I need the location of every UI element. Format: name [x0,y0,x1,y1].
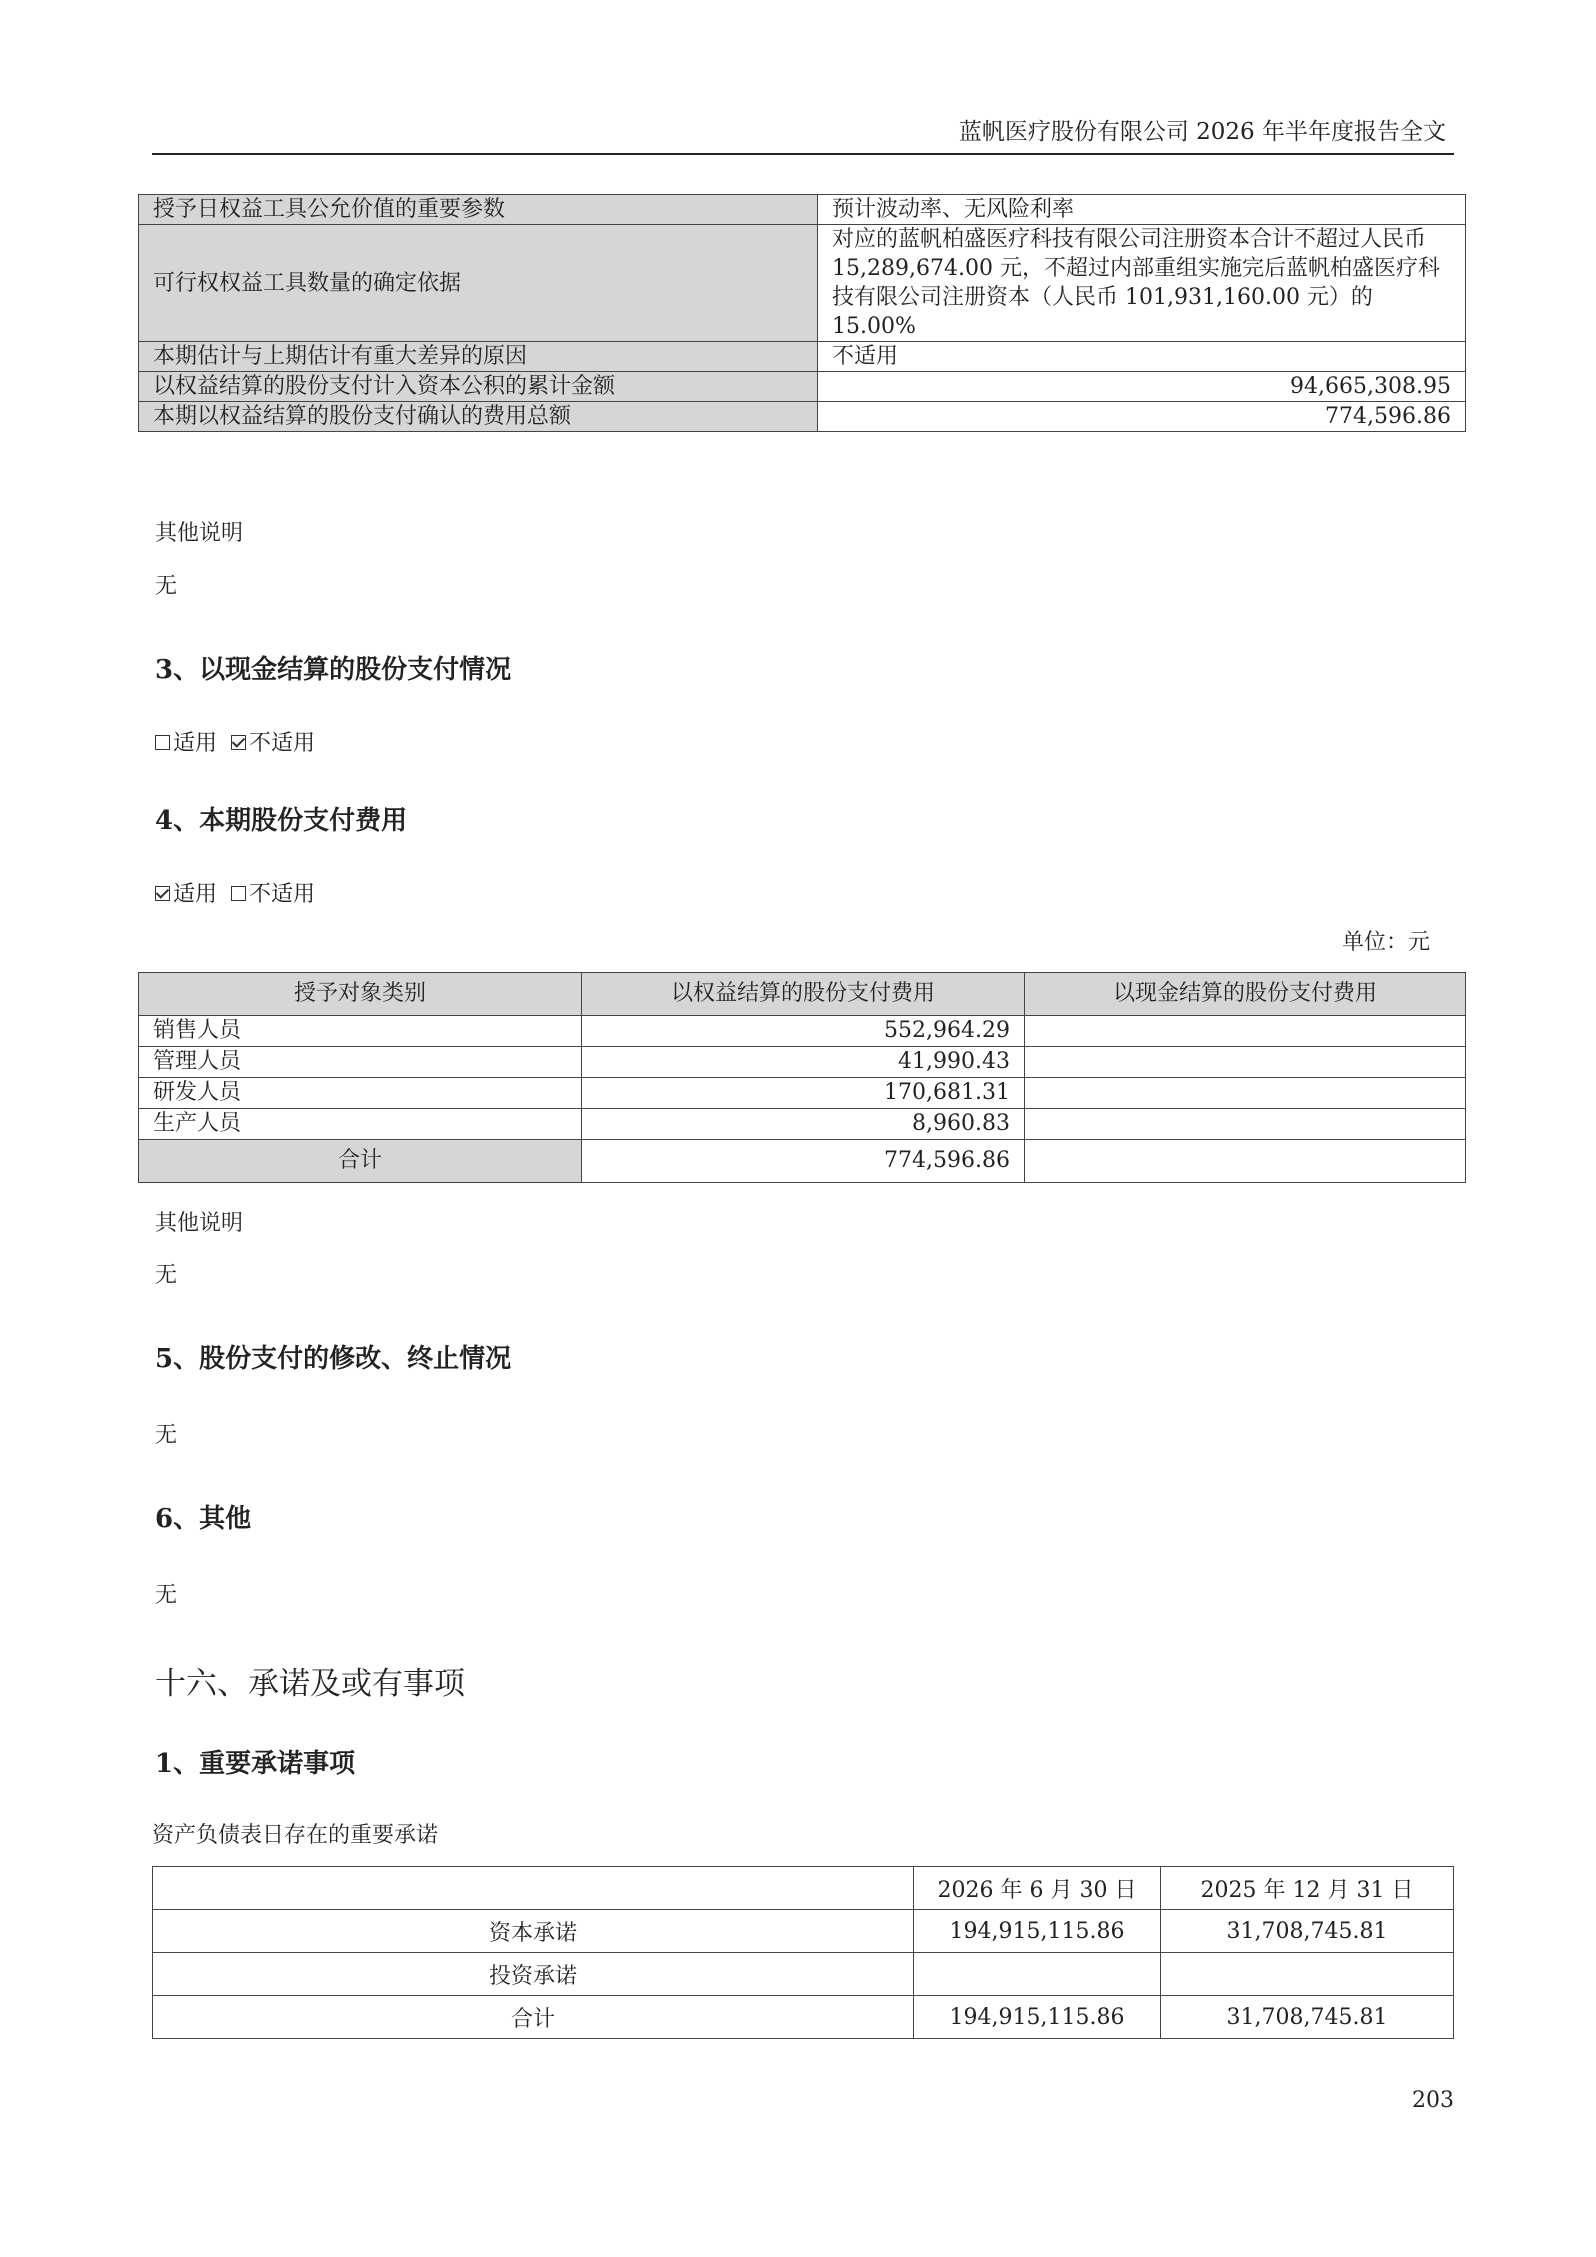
category-cell: 管理人员 [139,1047,582,1078]
commitments-table [152,1866,1454,2039]
column-header: 以权益结算的股份支付费用 [582,973,1025,1016]
table-row [139,372,1466,402]
other-notes-label: 其他说明 [155,1211,244,1236]
checkbox-checked-icon [155,886,170,901]
applicable-option[interactable] [155,726,217,757]
table-row [139,1047,1466,1078]
item-cell: 合计 [153,1996,914,2039]
category-cell: 研发人员 [139,1078,582,1109]
equity-total-cell: 774,596.86 [582,1140,1025,1183]
table-cell-label: 本期以权益结算的股份支付确认的费用总额 [139,402,818,432]
column-header: 授予对象类别 [139,973,582,1016]
category-cell: 销售人员 [139,1016,582,1047]
table-row [139,1016,1466,1047]
column-header: 以现金结算的股份支付费用 [1025,973,1466,1016]
table-cell-value: 对应的蓝帆柏盛医疗科技有限公司注册资本合计不超过人民币 15,289,674.00 元，不超过内部重组实施完后蓝帆柏盛医疗科技有限公司注册资本（人民币 101,931,160.00 元）的 15.00% [818,225,1466,342]
current-cell [914,1953,1161,1996]
table-row [153,1910,1454,1953]
cash-cell [1025,1109,1466,1140]
table-row [153,1996,1454,2039]
prior-cell: 31,708,745.81 [1161,1910,1454,1953]
chapter-16-title: 十六、承诺及或有事项 [155,1666,465,1702]
table-cell-value: 774,596.86 [818,402,1466,432]
not-applicable-label: 不适用 [249,731,316,756]
not-applicable-option[interactable] [231,726,315,757]
page-header-title: 蓝帆医疗股份有限公司 2026 年半年度报告全文 [958,119,1446,145]
table-row [139,1078,1466,1109]
prior-cell [1161,1953,1454,1996]
commitments-subtitle: 资产负债表日存在的重要承诺 [152,1823,439,1848]
equity-cell: 41,990.43 [582,1047,1025,1078]
table-header-row [139,973,1466,1016]
table-row [139,342,1466,372]
share-payment-params-table [138,194,1466,432]
table-row [139,225,1466,342]
current-cell: 194,915,115.86 [914,1996,1161,2039]
checkbox-unchecked-icon [155,735,170,750]
section-6-value: 无 [155,1583,178,1608]
column-header: 2025 年 12 月 31 日 [1161,1867,1454,1910]
section-4-title: 4、本期股份支付费用 [155,806,408,836]
section-5-value: 无 [155,1423,178,1448]
table-row [139,1109,1466,1140]
equity-cell: 8,960.83 [582,1109,1025,1140]
table-cell-label: 以权益结算的股份支付计入资本公积的累计金额 [139,372,818,402]
category-cell: 生产人员 [139,1109,582,1140]
item-cell: 资本承诺 [153,1910,914,1953]
section-3-title: 3、以现金结算的股份支付情况 [155,655,512,685]
table-row [139,195,1466,225]
section-4-options [155,877,329,908]
not-applicable-label: 不适用 [249,882,316,907]
checkbox-checked-icon [231,735,246,750]
header-divider [152,153,1454,155]
table-cell-value: 预计波动率、无风险利率 [818,195,1466,225]
checkbox-unchecked-icon [231,886,246,901]
not-applicable-option[interactable] [231,877,315,908]
applicable-label: 适用 [173,731,218,756]
prior-cell: 31,708,745.81 [1161,1996,1454,2039]
table-header-row [153,1867,1454,1910]
other-notes-label: 其他说明 [155,521,244,546]
table-cell-label: 授予日权益工具公允价值的重要参数 [139,195,818,225]
equity-cell: 170,681.31 [582,1078,1025,1109]
share-payment-expense-table [138,972,1466,1183]
page-number: 203 [1412,2088,1454,2113]
other-notes-value: 无 [155,1263,178,1288]
applicable-option[interactable] [155,877,217,908]
table-cell-value: 不适用 [818,342,1466,372]
section-3-options [155,726,329,757]
table-cell-label: 可行权权益工具数量的确定依据 [139,225,818,342]
column-header: 2026 年 6 月 30 日 [914,1867,1161,1910]
column-header [153,1867,914,1910]
cash-cell [1025,1047,1466,1078]
table-total-row [139,1140,1466,1183]
table-cell-value: 94,665,308.95 [818,372,1466,402]
current-cell: 194,915,115.86 [914,1910,1161,1953]
item-cell: 投资承诺 [153,1953,914,1996]
other-notes-value: 无 [155,574,178,599]
applicable-label: 适用 [173,882,218,907]
total-label-cell: 合计 [139,1140,582,1183]
cash-cell [1025,1016,1466,1047]
section-16-1-title: 1、重要承诺事项 [155,1749,356,1779]
table-cell-label: 本期估计与上期估计有重大差异的原因 [139,342,818,372]
section-5-title: 5、股份支付的修改、终止情况 [155,1344,512,1374]
cash-total-cell [1025,1140,1466,1183]
cash-cell [1025,1078,1466,1109]
equity-cell: 552,964.29 [582,1016,1025,1047]
table-row [139,402,1466,432]
table-row [153,1953,1454,1996]
section-6-title: 6、其他 [155,1504,252,1534]
unit-label: 单位：元 [1341,930,1430,955]
